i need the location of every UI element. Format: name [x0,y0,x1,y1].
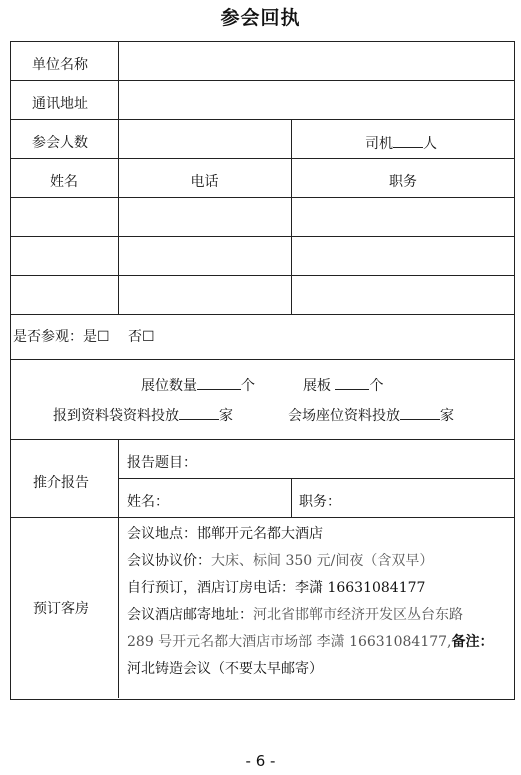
phone-column-header: 电话 [190,174,219,190]
mail-value-cont: 289 号开元名都大酒店市场部 李潇 16631084177, [127,634,452,650]
divider [10,517,515,518]
divider [10,158,515,159]
booth-label: 展位数量 [141,378,197,394]
divider [291,119,292,314]
address-label: 通讯地址 [32,96,88,112]
divider [10,275,515,276]
report-label: 推介报告 [33,475,89,491]
price-value: 大床、标间 350 元/间夜（含双早） [211,553,434,569]
bag-material-field[interactable] [179,405,219,420]
board-count [303,375,383,396]
divider [10,314,515,315]
seat-unit: 家 [440,408,454,424]
mail-value: 河北省邯郸市经济开发区丛台东路 [253,607,463,623]
seat-material-field[interactable] [400,405,440,420]
hotel-label: 预订客房 [33,601,89,617]
board-count-field[interactable] [335,375,369,390]
attendees-label: 参会人数 [32,135,88,151]
report-topic-label: 报告题目： [127,455,197,471]
bag-unit: 家 [219,408,233,424]
receipt-form [10,41,515,700]
venue-value: 邯郸开元名都大酒店 [197,526,323,542]
board-label: 展板 [303,378,331,394]
divider [118,439,119,698]
position-column-header: 职务 [389,174,417,190]
unit-name-label: 单位名称 [32,57,88,73]
seat-label: 会场座位资料投放 [288,408,400,424]
driver-count [365,133,437,154]
board-unit: 个 [369,378,384,394]
booth-count-field[interactable] [197,375,241,390]
hotel-mail-address [127,605,463,625]
bag-label: 报到资料袋资料投放 [53,408,179,424]
divider [10,359,515,360]
driver-count-field[interactable] [393,133,423,148]
booth-count [141,375,255,396]
driver-unit: 人 [423,136,437,152]
divider [118,478,515,479]
divider [10,197,515,198]
hotel-price [127,551,433,571]
hotel-venue [127,524,323,544]
divider [10,439,515,440]
report-name-label: 姓名： [127,494,169,510]
hotel-booking-phone: 自行预订，酒店订房电话：李潇 16631084177 [127,580,426,596]
hotel-remark: 河北铸造会议（不要太早邮寄） [127,661,323,677]
price-label: 会议协议价： [127,553,211,569]
venue-label: 会议地点： [127,526,197,542]
hotel-mail-address-cont [127,632,494,652]
divider [10,236,515,237]
divider [291,478,292,517]
remark-label: 备注： [451,634,494,650]
driver-label: 司机 [365,136,393,152]
bag-material [53,405,233,426]
mail-label: 会议酒店邮寄地址： [127,607,253,623]
name-column-header: 姓名 [50,174,78,190]
report-position-label: 职务： [299,494,341,510]
divider [10,80,515,81]
seat-material [288,405,454,426]
visit-question[interactable]: 是否参观：是☐ 否☐ [13,329,155,345]
divider [10,119,515,120]
page-number: - 6 - [245,752,276,770]
booth-unit: 个 [241,378,255,394]
page-title: 参会回执 [220,7,301,29]
